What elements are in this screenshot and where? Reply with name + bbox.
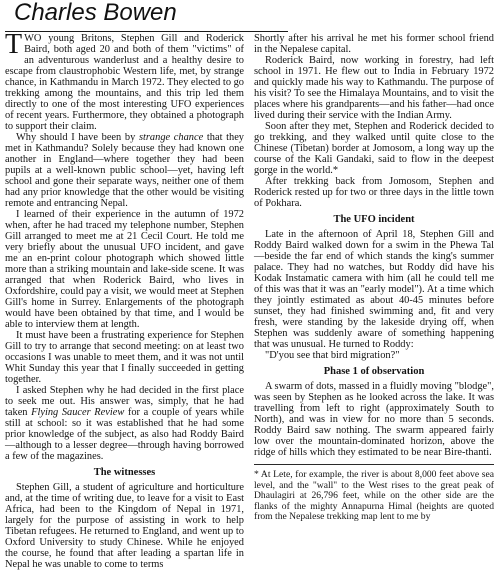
paragraph-swarm: A swarm of dots, massed in a fluidly moving "blodge", was seen by Stephen as he looked across the lake. It was travelling from left to right (approximately South to North), and was in view for no more than 5 seconds. Roddy Baird saw nothing. The swarm appeared fairly low over the mountain-dominated horizon, above the ridge of hills which they estimated to be near Bire-thanti. (254, 381, 494, 458)
paragraph-pokhara: After trekking back from Jomosom, Stephen and Roderick rested up for two or three days in the little town of Pokhara. (254, 176, 494, 209)
paragraph-lake-swim: Late in the afternoon of April 18, Stephen Gill and Roddy Baird walked down for a swim in the Phewa Tal—beside the far end of which stands the king's summer palace. They had no watches, but Roddy did have his Kodak Instamatic camera with him (all he could tell me of this was that it was an "early model"). At a time which they jointly estimated as about 40-45 minutes before sunset, they had finished swimming and, fit and very fresh, were standing by the lakeside drying off, when Stephen was suddenly aware of something happening that was unusual. He turned to Roddy: (254, 229, 494, 350)
paragraph-arrival: Shortly after his arrival he met his former school friend in the Nepalese capital. (254, 33, 494, 55)
byline-rule (5, 31, 288, 32)
section-heading-phase-1: Phase 1 of observation (323, 366, 425, 377)
section-heading-ufo-incident: The UFO incident (333, 214, 415, 225)
paragraph-meeting: It must have been a frustrating experience for Stephen Gill to try to arrange that second meeting: on at least two occasions I was unable to meet them, and it was not until Whit Sunday this year that I finally succeeded in getting together. (5, 330, 244, 385)
paragraph-motive: I asked Stephen why he had decided in the first place to seek me out. His answer was, simply, that he had taken Flying Saucer Review for a couple of years while still at school: so it was established that he had some prior knowledge of the subject, as also had Roddy Baird—although to a lesser degree—through having borrowed a few of the magazines. (5, 385, 244, 462)
right-column (254, 33, 494, 523)
section-heading-witnesses: The witnesses (93, 467, 156, 478)
paragraph-strange-chance: Why should I have been by strange chance that they met in Kathmandu? Solely because they had known one another in England—where together they had been pupils at a well-known public school—yet, having left school and gone their separate ways, neither one of them had any prior knowledge that the other would be visiting remote and entrancing Nepal. (5, 132, 245, 209)
emphasis-text: strange chance (138, 132, 204, 143)
footnote (254, 470, 494, 523)
paragraph-stephen-gill: Stephen Gill, a student of agriculture and horticulture and, at the time of writing due, to leave for a visit to East Africa, had been to the Kingdom of Nepal in 1971, largely for the purpose of assisting in work to help Tibetan refugees. He returned to England, and went up to Oxford University to study Chinese. While he enjoyed the course, he found that after leading a spartan life in Nepal he was unable to come to terms (5, 482, 244, 570)
author-byline: Charles Bowen (14, 0, 177, 26)
footnote-text: * At Lete, for example, the river is about 8,000 feet above sea level, and the "wall" to the West rises to the great peak of Dhaulagiri at 26,796 feet, while on the other side are the flanks of the mighty Annapurna Himal (heights are quoted from the Nepalese trekking map lent to me by (254, 469, 494, 522)
paragraph-roderick-baird: Roderick Baird, now working in forestry, had left school in 1971. He flew out to India in February 1972 and quickly made his way to Kathmandu. The purpose of his visit? To see the Himalaya Mountains, and to visit the places where his grandparents—and his father—had once lived during their service with the Indian Army. (254, 55, 494, 121)
footnote-rule (254, 464, 494, 465)
drop-cap: T (5, 29, 23, 60)
intro-paragraph: TWO young Britons, Stephen Gill and Roderick Baird, both aged 20 and both of them "victims" of an adventurous wanderlust and a healthy desire to escape from claustrophobic Western life, met, by strange chance, in Kathmandu in March 1972. They elected to go trekking among the mountains, and this trip led them directly to one of the most interesting UFO experiences of recent years. Furthermore, they obtained a photograph to support their claim. (5, 29, 245, 132)
magazine-title: Flying Saucer Review (31, 407, 125, 418)
left-column (5, 29, 245, 570)
paragraph-trekking: Soon after they met, Stephen and Roderick decided to go trekking, and they walked until quite close to the Chinese (Tibetan) border at Jomosom, a long way up the course of the Kali Gandaki, said to flow in the deepest gorge in the world.* (254, 121, 494, 176)
paragraph-first-contact: I learned of their experience in the autumn of 1972 when, after he had traced my telephone number, Stephen Gill arranged to meet me at 21 Cecil Court. He told me very briefly about the unusual UFO incident, and gave me an en-print colour photograph which showed little more than a striking mountain and lake-side scene. It was arranged that when Roderick Baird, who lives in Oxfordshire, could pay a visit, we would meet at Stephen Gill's home in Surrey. Enlargements of the photograph would have been obtained by that time, and I would be able to interview them at length. (5, 209, 244, 330)
quote-line: "D'you see that bird migration?" (265, 350, 400, 361)
